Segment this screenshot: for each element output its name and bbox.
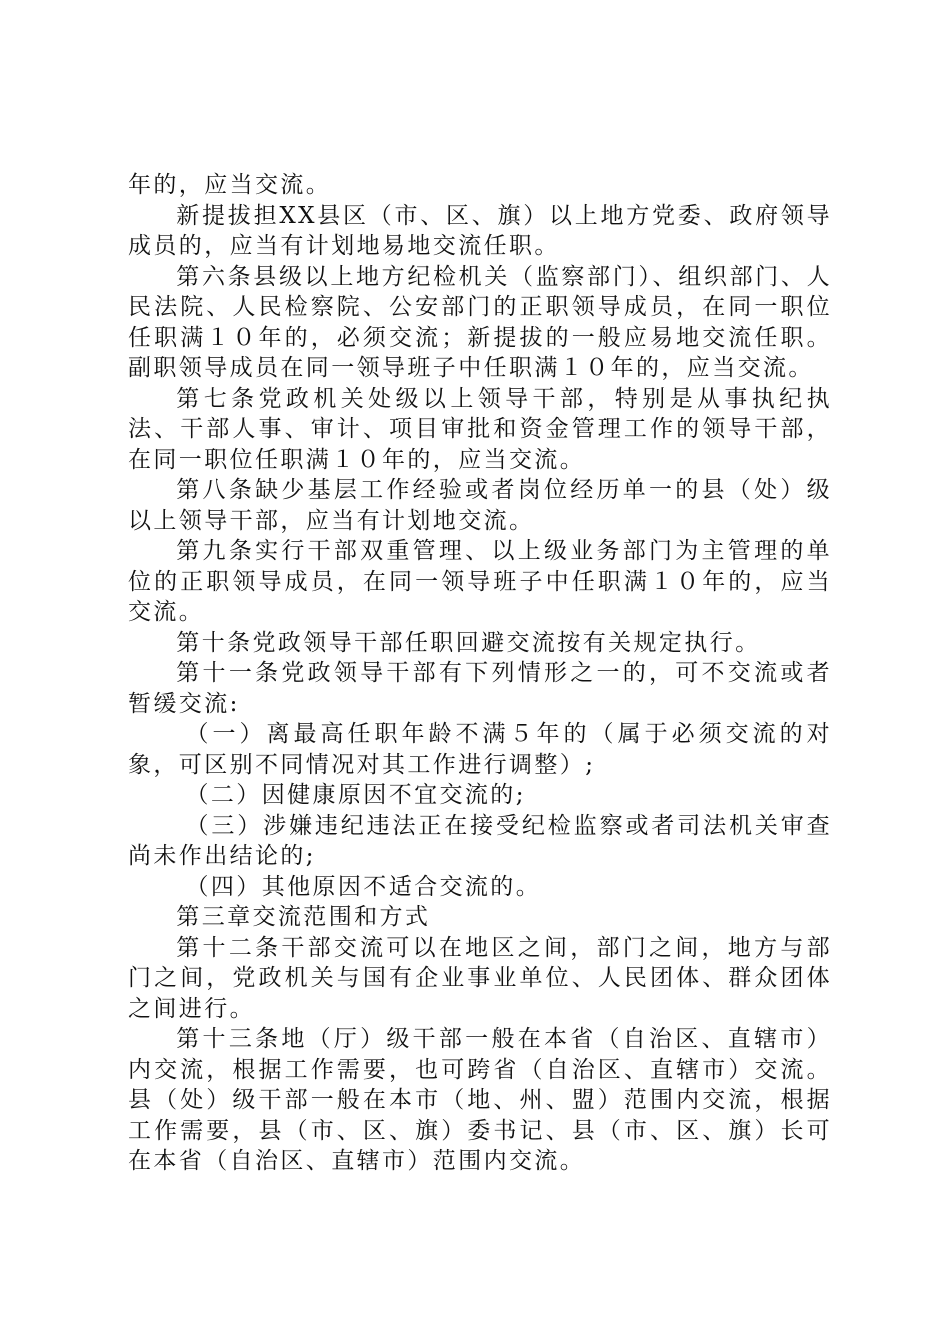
- paragraph-article-6: 第六条县级以上地方纪检机关（监察部门）、组织部门、人民法院、人民检察院、公安部门的正职领导成员，在同一职位任职满１０年的，必须交流；新提拔的一般应易地交流任职。副职领导成员在同一领导班子中任职满１０年的，应当交流。: [128, 263, 832, 381]
- paragraph-article-8: 第八条缺少基层工作经验或者岗位经历单一的县（处）级以上领导干部，应当有计划地交流。: [128, 477, 832, 534]
- paragraph-article-12: 第十二条干部交流可以在地区之间，部门之间，地方与部门之间，党政机关与国有企业事业单位、人民团体、群众团体之间进行。: [128, 934, 832, 1022]
- list-item: （二）因健康原因不宜交流的;: [185, 782, 526, 808]
- list-item: （四）其他原因不适合交流的。: [185, 873, 542, 900]
- paragraph-article-11: 第十一条党政领导干部有下列情形之一的，可不交流或者暂缓交流:: [128, 660, 832, 717]
- list-item: （三）涉嫌违纪违法正在接受纪检监察或者司法机关审查尚未作出结论的;: [128, 812, 832, 869]
- paragraph-article-9: 第九条实行干部双重管理、以上级业务部门为主管理的单位的正职领导成员，在同一领导班子中任职满１０年的，应当交流。: [128, 538, 832, 625]
- list-item: （一）离最高任职年龄不满５年的（属于必须交流的对象，可区别不同情况对其工作进行调整）;: [128, 721, 832, 778]
- paragraph-article-13: 第十三条地（厅）级干部一般在本省（自治区、直辖市）内交流，根据工作需要，也可跨省（自治区、直辖市）交流。县（处）级干部一般在本市（地、州、盟）范围内交流，根据工作需要，县（市、区、旗）委书记、县（市、区、旗）长可在本省（自治区、直辖市）范围内交流。: [128, 1026, 832, 1174]
- paragraph: 年的，应当交流。: [128, 172, 332, 198]
- paragraph-article-10: 第十条党政领导干部任职回避交流按有关规定执行。: [176, 629, 761, 656]
- chapter-heading: 第三章交流范围和方式: [176, 904, 431, 930]
- document-body: [128, 170, 832, 1177]
- paragraph-article-7: 第七条党政机关处级以上领导干部，特别是从事执纪执法、干部人事、审计、项目审批和资金管理工作的领导干部，在同一职位任职满１０年的，应当交流。: [128, 385, 832, 473]
- paragraph: 新提拔担XX县区（市、区、旗）以上地方党委、政府领导成员的，应当有计划地易地交流任职。: [128, 202, 832, 259]
